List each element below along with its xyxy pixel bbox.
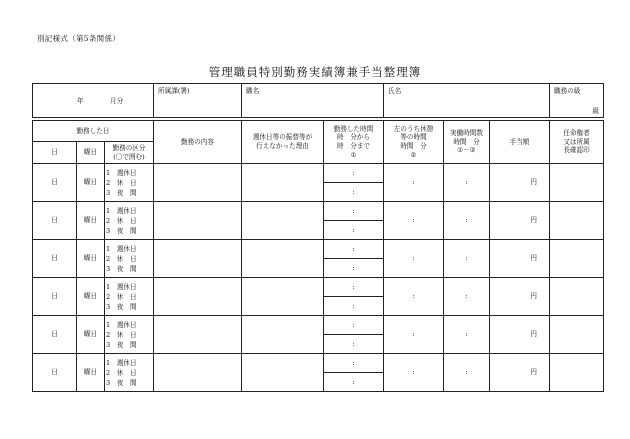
category-option-holiday[interactable]: 2 休 日: [106, 216, 137, 225]
actual-time-cell[interactable]: :: [444, 354, 490, 392]
actual-time-cell[interactable]: :: [444, 164, 490, 202]
table-row: [33, 278, 604, 297]
actual-time-cell[interactable]: :: [444, 202, 490, 240]
category-option-night[interactable]: 3 夜 間: [106, 378, 137, 387]
end-time-cell[interactable]: :: [324, 183, 384, 202]
rest-time-cell[interactable]: :: [384, 240, 444, 278]
content-cell[interactable]: [154, 316, 242, 354]
allowance-cell[interactable]: 円: [490, 316, 550, 354]
start-time-cell[interactable]: :: [324, 316, 384, 335]
category-option-holiday[interactable]: 2 休 日: [106, 368, 137, 377]
category-option-holiday[interactable]: 2 休 日: [106, 292, 137, 301]
end-time-cell[interactable]: :: [324, 373, 384, 392]
actual-header: [444, 121, 490, 164]
worked-day-header: 勤務した日: [33, 121, 154, 142]
actual-header-line2: 時間 分: [453, 137, 480, 146]
name-label: 氏名: [388, 87, 402, 95]
category-option-weekly-holiday[interactable]: 1 週休日: [106, 168, 137, 177]
rest-time-cell[interactable]: :: [384, 164, 444, 202]
approver-seal-cell[interactable]: [550, 316, 604, 354]
approver-seal-cell[interactable]: [550, 354, 604, 392]
approver-header-line2: 又は所属: [563, 137, 590, 146]
actual-time-cell[interactable]: :: [444, 278, 490, 316]
top-info-row: [33, 84, 604, 118]
actual-time-cell[interactable]: :: [444, 240, 490, 278]
category-option-weekly-holiday[interactable]: 1 週休日: [106, 358, 137, 367]
weekday-cell[interactable]: 曜日: [77, 164, 105, 202]
category-cell[interactable]: [105, 354, 154, 392]
approver-header-line1: 任命権者: [563, 129, 590, 138]
category-cell[interactable]: [105, 316, 154, 354]
category-cell[interactable]: [105, 202, 154, 240]
table-row: [33, 316, 604, 335]
category-option-weekly-holiday[interactable]: 1 週休日: [106, 244, 137, 253]
category-option-night[interactable]: 3 夜 間: [106, 302, 137, 311]
allowance-cell[interactable]: 円: [490, 240, 550, 278]
approver-seal-cell[interactable]: [550, 278, 604, 316]
rest-header-line1: 左のうち休憩: [393, 124, 434, 133]
rest-header-line2: 等の時間: [400, 133, 427, 142]
time-header: [324, 121, 384, 164]
approver-header: [550, 121, 604, 164]
category-option-holiday[interactable]: 2 休 日: [106, 254, 137, 263]
allowance-cell[interactable]: 円: [490, 164, 550, 202]
category-cell[interactable]: [105, 164, 154, 202]
time-header-line3: 時 分まで: [337, 142, 370, 150]
grade-label: 職務の級: [554, 87, 581, 95]
form-label: 別記様式（第5条関係）: [37, 34, 121, 43]
weekday-header: 曜日: [77, 142, 105, 164]
content-cell[interactable]: [154, 354, 242, 392]
start-time-cell[interactable]: :: [324, 202, 384, 221]
category-option-holiday[interactable]: 2 休 日: [106, 178, 137, 187]
allowance-cell[interactable]: 円: [490, 354, 550, 392]
time-header-line1: 勤務した時間: [333, 124, 374, 133]
reason-cell[interactable]: [242, 316, 324, 354]
attendance-table: [32, 83, 604, 392]
position-label: 職名: [246, 87, 260, 95]
category-option-weekly-holiday[interactable]: 1 週休日: [106, 320, 137, 329]
approver-seal-cell[interactable]: [550, 240, 604, 278]
year-label: 年: [77, 97, 84, 105]
category-header-line1: 勤務の区分: [112, 143, 146, 152]
day-header: 日: [33, 142, 77, 164]
allowance-cell[interactable]: 円: [490, 278, 550, 316]
content-header: 勤務の内容: [154, 121, 242, 164]
reason-cell[interactable]: [242, 240, 324, 278]
actual-time-cell[interactable]: :: [444, 316, 490, 354]
data-rows: [33, 164, 604, 392]
table-row: [33, 240, 604, 259]
name-cell[interactable]: [384, 84, 550, 118]
reason-header-line1: 週休日等の振替等が: [252, 133, 313, 142]
reason-header-line2: 行えなかった理由: [256, 142, 309, 150]
year-month-cell[interactable]: [33, 84, 154, 118]
reason-header: [242, 121, 324, 164]
day-cell[interactable]: 日: [33, 202, 77, 240]
rest-time-cell[interactable]: :: [384, 278, 444, 316]
day-cell[interactable]: 日: [33, 164, 77, 202]
actual-header-line1: 実働時間数: [450, 129, 483, 138]
category-option-night[interactable]: 3 夜 間: [106, 188, 137, 197]
form-title: 管理職員特別勤務実績簿兼手当整理簿: [208, 65, 422, 79]
start-time-cell[interactable]: :: [324, 278, 384, 297]
start-time-cell[interactable]: :: [324, 354, 384, 373]
end-time-cell[interactable]: :: [324, 335, 384, 354]
department-cell[interactable]: [154, 84, 242, 118]
category-option-weekly-holiday[interactable]: 1 週休日: [106, 206, 137, 215]
content-cell[interactable]: [154, 164, 242, 202]
rest-time-cell[interactable]: :: [384, 316, 444, 354]
end-time-cell[interactable]: :: [324, 221, 384, 240]
start-time-cell[interactable]: :: [324, 240, 384, 259]
rest-header: [384, 121, 444, 164]
allowance-header: 手当額: [490, 121, 550, 164]
approver-seal-cell[interactable]: [550, 164, 604, 202]
content-cell[interactable]: [154, 278, 242, 316]
rest-time-cell[interactable]: :: [384, 202, 444, 240]
month-label: 月分: [110, 97, 124, 105]
table-row: [33, 202, 604, 221]
reason-cell[interactable]: [242, 354, 324, 392]
grade-cell[interactable]: [550, 84, 604, 118]
category-cell[interactable]: [105, 278, 154, 316]
grade-unit: 級: [592, 107, 600, 115]
weekday-cell[interactable]: 曜日: [77, 278, 105, 316]
weekday-cell[interactable]: 曜日: [77, 202, 105, 240]
time-header-line2: 時 分から: [337, 133, 370, 142]
department-label: 所属課(署): [158, 87, 190, 95]
weekday-cell[interactable]: 曜日: [77, 240, 105, 278]
reason-cell[interactable]: [242, 278, 324, 316]
rest-time-cell[interactable]: :: [384, 354, 444, 392]
category-option-night[interactable]: 3 夜 間: [106, 264, 137, 273]
category-option-night[interactable]: 3 夜 間: [106, 340, 137, 349]
end-time-cell[interactable]: :: [324, 259, 384, 278]
day-cell[interactable]: 日: [33, 354, 77, 392]
category-header-line2: (〇で囲む): [113, 152, 145, 161]
day-cell[interactable]: 日: [33, 240, 77, 278]
category-option-weekly-holiday[interactable]: 1 週休日: [106, 282, 137, 291]
time-header-line4: ①: [350, 150, 357, 159]
content-cell[interactable]: [154, 240, 242, 278]
reason-cell[interactable]: [242, 164, 324, 202]
day-cell[interactable]: 日: [33, 278, 77, 316]
rest-header-line3: 時間 分: [400, 142, 427, 150]
table-row: [33, 164, 604, 183]
approver-header-line3: 長確認印: [563, 146, 590, 155]
weekday-cell[interactable]: 曜日: [77, 354, 105, 392]
category-cell[interactable]: [105, 240, 154, 278]
reason-cell[interactable]: [242, 202, 324, 240]
content-cell[interactable]: [154, 202, 242, 240]
table-row: [33, 354, 604, 373]
allowance-cell[interactable]: 円: [490, 202, 550, 240]
start-time-cell[interactable]: :: [324, 164, 384, 183]
end-time-cell[interactable]: :: [324, 297, 384, 316]
actual-header-line3: ①－②: [457, 146, 476, 155]
rest-header-line4: ②: [410, 150, 417, 159]
day-cell[interactable]: 日: [33, 316, 77, 354]
category-option-holiday[interactable]: 2 休 日: [106, 330, 137, 339]
header-row-1: [33, 121, 604, 142]
position-cell[interactable]: [242, 84, 384, 118]
category-option-night[interactable]: 3 夜 間: [106, 226, 137, 235]
category-header: [105, 142, 154, 164]
weekday-cell[interactable]: 曜日: [77, 316, 105, 354]
approver-seal-cell[interactable]: [550, 202, 604, 240]
